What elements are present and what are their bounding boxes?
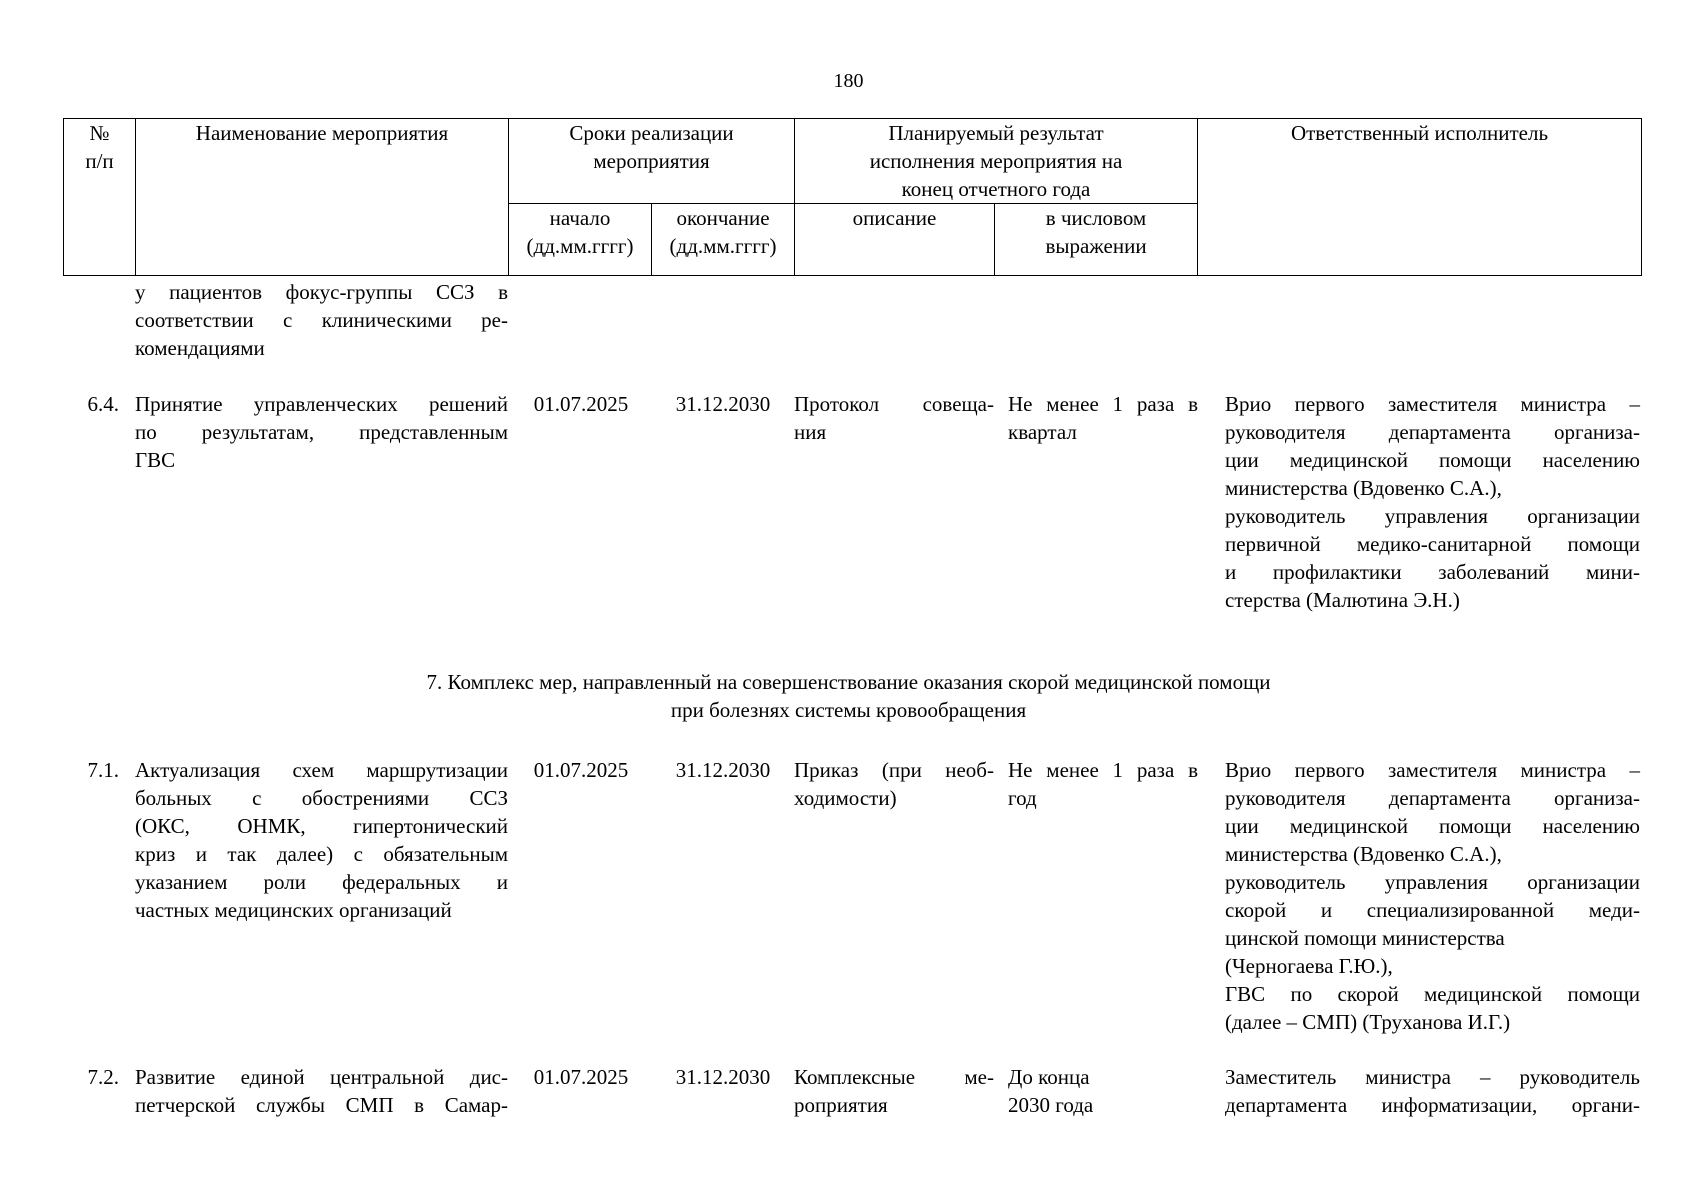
- row-resp-line: первичной медико-санитарной помощи: [1225, 532, 1640, 556]
- header-num-line: п/п: [85, 149, 114, 173]
- row-name-line: Принятие управленческих решений: [135, 392, 508, 416]
- row-value-line: 2030 года: [1008, 1093, 1094, 1117]
- header-timing: [509, 119, 795, 204]
- row-name-line: Актуализация схем маршрутизации: [135, 758, 508, 782]
- header-result-line: исполнения мероприятия на: [869, 149, 1123, 173]
- row-start: 01.07.2025: [533, 392, 629, 416]
- header-start-line: (дд.мм.гггг): [526, 234, 634, 258]
- row-start: 01.07.2025: [533, 1065, 629, 1089]
- row-name-line: больных с обострениями ССЗ: [135, 786, 508, 810]
- row-desc: [794, 1063, 994, 1119]
- row-value-line: квартал: [1008, 420, 1077, 444]
- row-resp-line: руководителя департамента организа-: [1225, 786, 1640, 810]
- header-end-line: окончание: [676, 206, 770, 230]
- row-name-line: по результатам, представленным: [135, 420, 508, 444]
- header-name: Наименование мероприятия: [136, 119, 509, 276]
- row-value-line: Не менее 1 раза в: [1008, 392, 1198, 416]
- row-resp-line: (Черногаева Г.Ю.),: [1225, 954, 1393, 978]
- header-result: [795, 119, 1198, 204]
- header-end: [652, 204, 795, 276]
- table-header: [63, 118, 1642, 276]
- row-desc-line: ния: [794, 420, 827, 444]
- row-name-line: петчерской службы СМП в Самар-: [135, 1093, 508, 1117]
- row-num: 7.1.: [87, 758, 119, 782]
- header-result-line: конец отчетного года: [901, 177, 1091, 201]
- row-end: 31.12.2030: [675, 1065, 771, 1089]
- row-resp-line: ГВС по скорой медицинской помощи: [1225, 982, 1640, 1006]
- row-value-line: Не менее 1 раза в: [1008, 758, 1198, 782]
- row-name: [135, 1063, 508, 1119]
- section-title-line: 7. Комплекс мер, направленный на совершенствование оказания скорой медицинской помощи: [426, 670, 1271, 694]
- row-resp-line: Врио первого заместителя министра –: [1225, 758, 1640, 782]
- row-resp-line: департамента информатизации, органи-: [1225, 1093, 1640, 1117]
- row-value-line: До конца: [1008, 1065, 1090, 1089]
- row-resp-line: руководитель управления организации: [1225, 504, 1640, 528]
- row-resp-line: министерства (Вдовенко С.А.),: [1225, 842, 1502, 866]
- header-value-line: в числовом: [1045, 206, 1147, 230]
- section-title-line: при болезнях системы кровообращения: [670, 698, 1027, 722]
- row-name-line: у пациентов фокус-группы ССЗ в: [135, 280, 508, 304]
- row-name-line: криз и так далее) с обязательным: [135, 842, 508, 866]
- row-desc-line: Комплексные ме-: [794, 1065, 994, 1089]
- header-responsible: Ответственный исполнитель: [1198, 119, 1642, 276]
- header-end-line: (дд.мм.гггг): [669, 234, 777, 258]
- row-resp-line: Заместитель министра – руководитель: [1225, 1065, 1640, 1089]
- row-name-line: комендациями: [135, 336, 265, 360]
- header-timing-line: Сроки реализации: [569, 121, 734, 145]
- row-desc-line: ходимости): [794, 786, 897, 810]
- section-7-title: [0, 668, 1697, 724]
- row-name: [135, 390, 508, 474]
- header-desc: описание: [795, 204, 995, 276]
- row-value: [1008, 390, 1198, 446]
- row-desc-line: роприятия: [794, 1093, 888, 1117]
- header-start: [509, 204, 652, 276]
- row-resp-line: ции медицинской помощи населению: [1225, 448, 1640, 472]
- row-num: 7.2.: [87, 1065, 119, 1089]
- row-name-line: (ОКС, ОНМК, гипертонический: [135, 814, 508, 838]
- header-value-line: выражении: [1045, 234, 1147, 258]
- row-value: [1008, 1063, 1198, 1119]
- row-start: 01.07.2025: [533, 758, 629, 782]
- row-resp-line: (далее – СМП) (Труханова И.Г.): [1225, 1010, 1511, 1034]
- page-number: 180: [833, 70, 864, 92]
- row-responsible: [1225, 1063, 1640, 1119]
- row-name-line: частных медицинских организаций: [135, 898, 452, 922]
- header-num: [64, 119, 136, 276]
- row-responsible: [1225, 756, 1640, 1036]
- row-name-line: указанием роли федеральных и: [135, 870, 508, 894]
- row-desc-line: Протокол совеща-: [794, 392, 994, 416]
- row-num: 6.4.: [87, 392, 119, 416]
- row-value-line: год: [1008, 786, 1037, 810]
- row-desc: [794, 756, 994, 812]
- row-name: [135, 278, 508, 362]
- row-desc-line: Приказ (при необ-: [794, 758, 994, 782]
- row-resp-line: стерства (Малютина Э.Н.): [1225, 588, 1460, 612]
- row-name-line: ГВС: [135, 448, 176, 472]
- row-resp-line: скорой и специализированной меди-: [1225, 898, 1640, 922]
- row-resp-line: руководитель управления организации: [1225, 870, 1640, 894]
- header-num-line: №: [89, 121, 110, 145]
- row-value: [1008, 756, 1198, 812]
- row-end: 31.12.2030: [675, 758, 771, 782]
- row-resp-line: руководителя департамента организа-: [1225, 420, 1640, 444]
- row-end: 31.12.2030: [675, 392, 771, 416]
- row-resp-line: Врио первого заместителя министра –: [1225, 392, 1640, 416]
- header-value: [995, 204, 1198, 276]
- row-desc: [794, 390, 994, 446]
- row-resp-line: и профилактики заболеваний мини-: [1225, 560, 1640, 584]
- row-resp-line: цинской помощи министерства: [1225, 926, 1505, 950]
- row-name-line: Развитие единой центральной дис-: [135, 1065, 508, 1089]
- header-result-line: Планируемый результат: [888, 121, 1104, 145]
- row-resp-line: министерства (Вдовенко С.А.),: [1225, 476, 1502, 500]
- row-responsible: [1225, 390, 1640, 614]
- row-resp-line: ции медицинской помощи населению: [1225, 814, 1640, 838]
- row-name-line: соответствии с клиническими ре-: [135, 308, 508, 332]
- row-name: [135, 756, 508, 924]
- header-timing-line: мероприятия: [593, 149, 710, 173]
- header-start-line: начало: [549, 206, 611, 230]
